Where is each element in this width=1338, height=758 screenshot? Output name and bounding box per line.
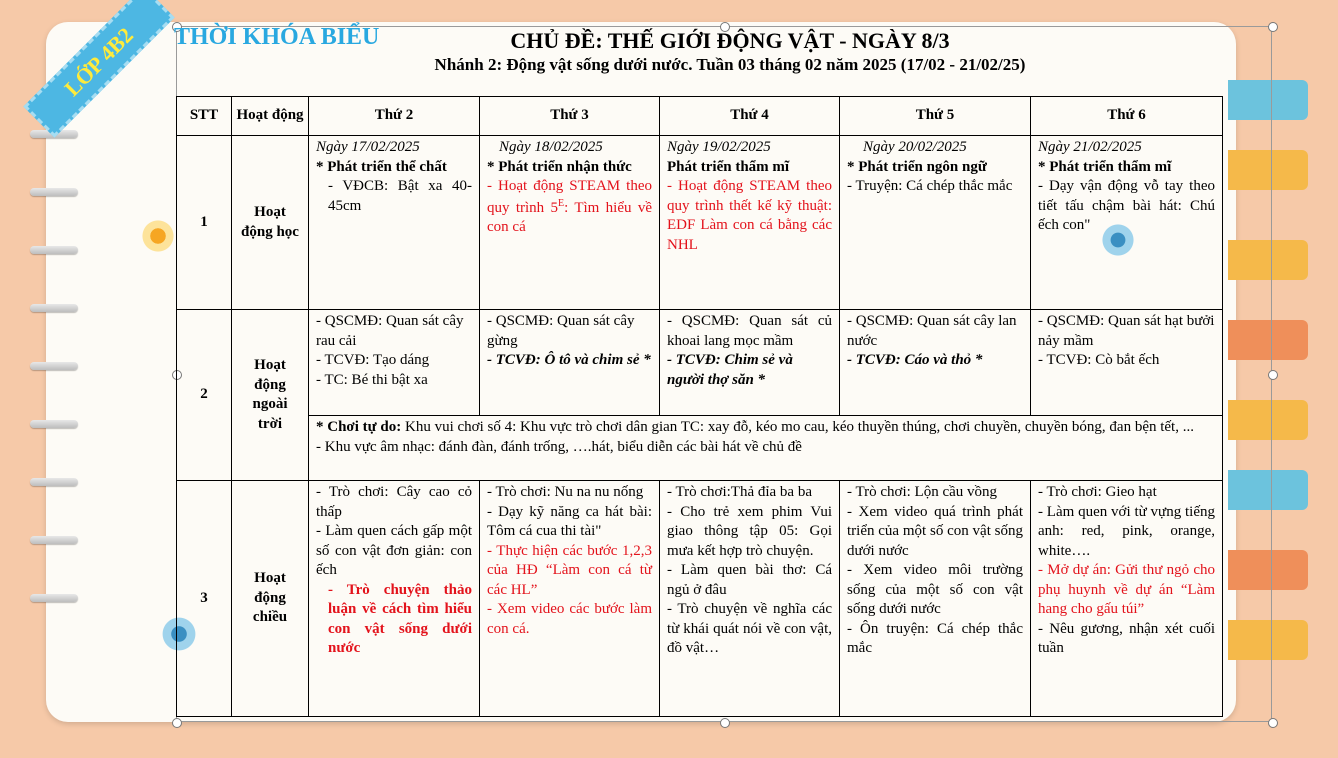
row3-tue: - Trò chơi: Nu na nu nống - Dạy kỹ năng ca hát bài: Tôm cá cua thi tài" - Thực hiện các bước 1,2,3 của HĐ “Làm con cá từ các HL” - Xem video các bước làm con cá. [480, 481, 660, 717]
class-label: LỚP 4B2 [59, 22, 138, 101]
flower-decoration [140, 218, 176, 254]
side-tabs [1228, 70, 1338, 710]
resize-handle[interactable] [1268, 718, 1278, 728]
schedule-table [176, 96, 1223, 717]
page-title: CHỦ ĐỀ: THẾ GIỚI ĐỘNG VẬT - NGÀY 8/3 [510, 28, 950, 53]
table-row [177, 136, 1223, 310]
row3-wed: - Trò chơi:Thả đỉa ba ba - Cho trẻ xem phim Vui giao thông tập 05: Gọi mưa kết hợp trò chuyện. - Làm quen bài thơ: Cá ngủ ở đâu - Trò chuyện về nghĩa các từ khái quát nói về con vật, đồ vật… [660, 481, 840, 717]
header-activity: Hoạt động [232, 97, 309, 136]
row2-activity: Hoạt động ngoài trời [232, 310, 309, 481]
header-thu: Thứ 5 [840, 97, 1031, 136]
header-mon: Thứ 2 [309, 97, 480, 136]
row2-tue: - QSCMĐ: Quan sát cây gừng - TCVĐ: Ô tô và chim sẻ * [480, 310, 660, 416]
table-row [177, 481, 1223, 717]
page-subtitle: Nhánh 2: Động vật sống dưới nước. Tuần 03 tháng 02 năm 2025 (17/02 - 21/02/25) [434, 55, 1026, 74]
table-row [177, 416, 1223, 481]
notebook-rings [30, 130, 80, 650]
row3-fri: - Trò chơi: Gieo hạt - Làm quen với từ vựng tiếng anh: red, pink, orange, white…. - Mở dự án: Gửi thư ngỏ cho phụ huynh về dự án “Làm hang cho gấu túi” - Nêu gương, nhận xét cuối tuần [1031, 481, 1223, 717]
row1-mon: Ngày 17/02/2025 * Phát triển thể chất - VĐCB: Bật xa 40-45cm [309, 136, 480, 310]
row2-wed: - QSCMĐ: Quan sát củ khoai lang mọc mầm - TCVĐ: Chim sẻ và người thợ săn * [660, 310, 840, 416]
resize-handle[interactable] [720, 718, 730, 728]
resize-handle[interactable] [172, 718, 182, 728]
row2-mon: - QSCMĐ: Quan sát cây rau cải - TCVĐ: Tạo dáng - TC: Bé thi bật xa [309, 310, 480, 416]
row2-stt: 2 [177, 310, 232, 481]
row2-thu: - QSCMĐ: Quan sát cây lan nước - TCVĐ: Cáo và thỏ * [840, 310, 1031, 416]
row1-thu: Ngày 20/02/2025 * Phát triển ngôn ngữ - Truyện: Cá chép thắc mắc [840, 136, 1031, 310]
resize-handle[interactable] [1268, 22, 1278, 32]
row1-fri: Ngày 21/02/2025 * Phát triển thẩm mĩ - Dạy vận động vỗ tay theo tiết tấu chậm bài hát: Chú ếch con" [1031, 136, 1223, 310]
row3-stt: 3 [177, 481, 232, 717]
row1-wed: Ngày 19/02/2025 Phát triển thẩm mĩ - Hoạt động STEAM theo quy trình thết kế kỹ thuật: EDF Làm con cá bằng các NHL [660, 136, 840, 310]
header-fri: Thứ 6 [1031, 97, 1223, 136]
row3-mon: - Trò chơi: Cây cao cỏ thấp - Làm quen cách gấp một số con vật đơn giản: con ếch - Trò chuyện thảo luận về cách tìm hiểu con vật sống dưới nước [309, 481, 480, 717]
header-tue: Thứ 3 [480, 97, 660, 136]
schedule-label: THỜI KHÓA BIỂU [174, 24, 380, 50]
row1-tue: Ngày 18/02/2025 * Phát triển nhận thức - Hoạt động STEAM theo quy trình $5^E$: Tìm hiểu về con cá [480, 136, 660, 310]
row1-activity: Hoạt động học [232, 136, 309, 310]
row2-fri: - QSCMĐ: Quan sát hạt bưởi nảy mầm - TCVĐ: Cò bắt ếch [1031, 310, 1223, 416]
row1-stt: 1 [177, 136, 232, 310]
row3-activity: Hoạt động chiều [232, 481, 309, 717]
row2-free-play: * Chơi tự do: Khu vui chơi số 4: Khu vực trò chơi dân gian TC: xay đỗ, kéo mo cau, kéo thuyền thúng, chơi chuyền, chuyền bóng, đan bện tết, ... - Khu vực âm nhạc: đánh đàn, đánh trống, ….hát, biểu diễn các bài hát về chủ đề [309, 416, 1223, 481]
header-wed: Thứ 4 [660, 97, 840, 136]
table-header-row [177, 97, 1223, 136]
resize-handle[interactable] [1268, 370, 1278, 380]
row3-thu: - Trò chơi: Lộn cầu vồng - Xem video quá trình phát triển của một số con vật sống dưới nước - Xem video môi trường sống của một số con vật sống dưới nước - Ôn truyện: Cá chép thắc mắc [840, 481, 1031, 717]
header-stt: STT [177, 97, 232, 136]
table-row [177, 310, 1223, 416]
